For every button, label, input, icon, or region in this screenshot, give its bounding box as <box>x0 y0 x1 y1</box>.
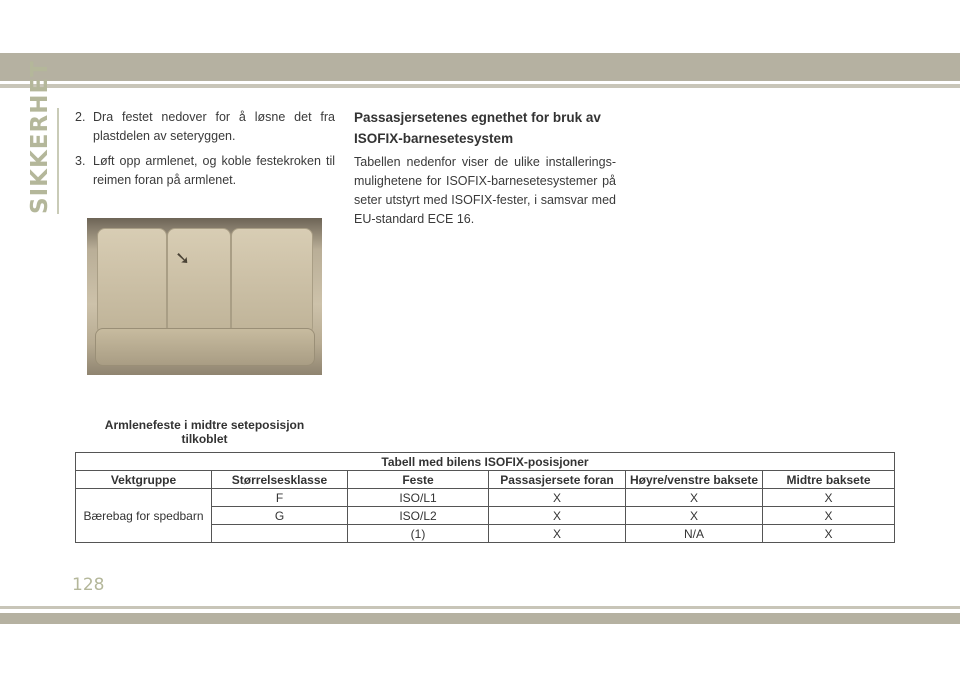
table-cell: ISO/L1 <box>348 489 489 507</box>
column-header: Passasjersete foran <box>489 471 626 489</box>
column-header: Størrelsesklasse <box>212 471 348 489</box>
table-header-row <box>76 471 895 489</box>
arrow-icon: ➘ <box>175 248 191 268</box>
header-band <box>0 53 960 81</box>
table-cell: (1) <box>348 525 489 543</box>
table-cell: X <box>489 489 626 507</box>
table-cell: X <box>763 489 895 507</box>
step-item <box>75 152 335 190</box>
footer-band <box>0 613 960 624</box>
header-rule <box>0 84 960 88</box>
section-side-title: SIKKERHET <box>27 60 53 214</box>
table-cell <box>212 525 348 543</box>
isofix-table <box>75 452 895 543</box>
table-cell: X <box>626 507 763 525</box>
table-row <box>76 489 895 507</box>
table-title: Tabell med bilens ISOFIX-posisjoner <box>76 453 895 471</box>
step-number: 3. <box>75 154 86 168</box>
column-header: Høyre/venstre baksete <box>626 471 763 489</box>
table-cell: X <box>763 507 895 525</box>
page-number: 128 <box>72 575 105 595</box>
table-cell: X <box>626 489 763 507</box>
table-cell: X <box>489 525 626 543</box>
section-body: Tabellen nedenfor viser de ulike installeringsmulighetene for ISOFIX-barnesetesystemer på seter utstyrt med ISOFIX-fester, i samsvar med EU-standard ECE 16. <box>354 155 616 226</box>
column-header: Feste <box>348 471 489 489</box>
instruction-steps <box>75 108 335 196</box>
footer-rule <box>0 606 960 609</box>
table-cell: X <box>763 525 895 543</box>
right-seat-back <box>231 228 313 335</box>
step-item <box>75 108 335 146</box>
side-divider <box>57 108 59 214</box>
rear-seat-photo <box>87 218 322 375</box>
column-header: Midtre baksete <box>763 471 895 489</box>
step-number: 2. <box>75 110 86 124</box>
table-title-row <box>76 453 895 471</box>
table-cell: ISO/L2 <box>348 507 489 525</box>
step-text: Dra festet nedover for å løsne det fra plastdelen av seteryggen. <box>93 110 335 143</box>
left-seat-back <box>97 228 167 335</box>
table-cell: G <box>212 507 348 525</box>
table-cell: X <box>489 507 626 525</box>
column-header: Vektgruppe <box>76 471 212 489</box>
table-cell: Bærebag for spedbarn <box>76 489 212 543</box>
section-heading: Passasjersetenes egnethet for bruk av ISOFIX-barnesetesystem <box>354 110 601 146</box>
middle-seat-back <box>167 228 231 335</box>
seat-cushion <box>95 328 315 366</box>
step-text: Løft opp armlenet, og koble festekroken til reimen foran på armlenet. <box>93 154 335 187</box>
photo-caption: Armlenefeste i midtre seteposisjon tilkoblet <box>104 418 305 446</box>
table-cell: F <box>212 489 348 507</box>
table-cell: N/A <box>626 525 763 543</box>
